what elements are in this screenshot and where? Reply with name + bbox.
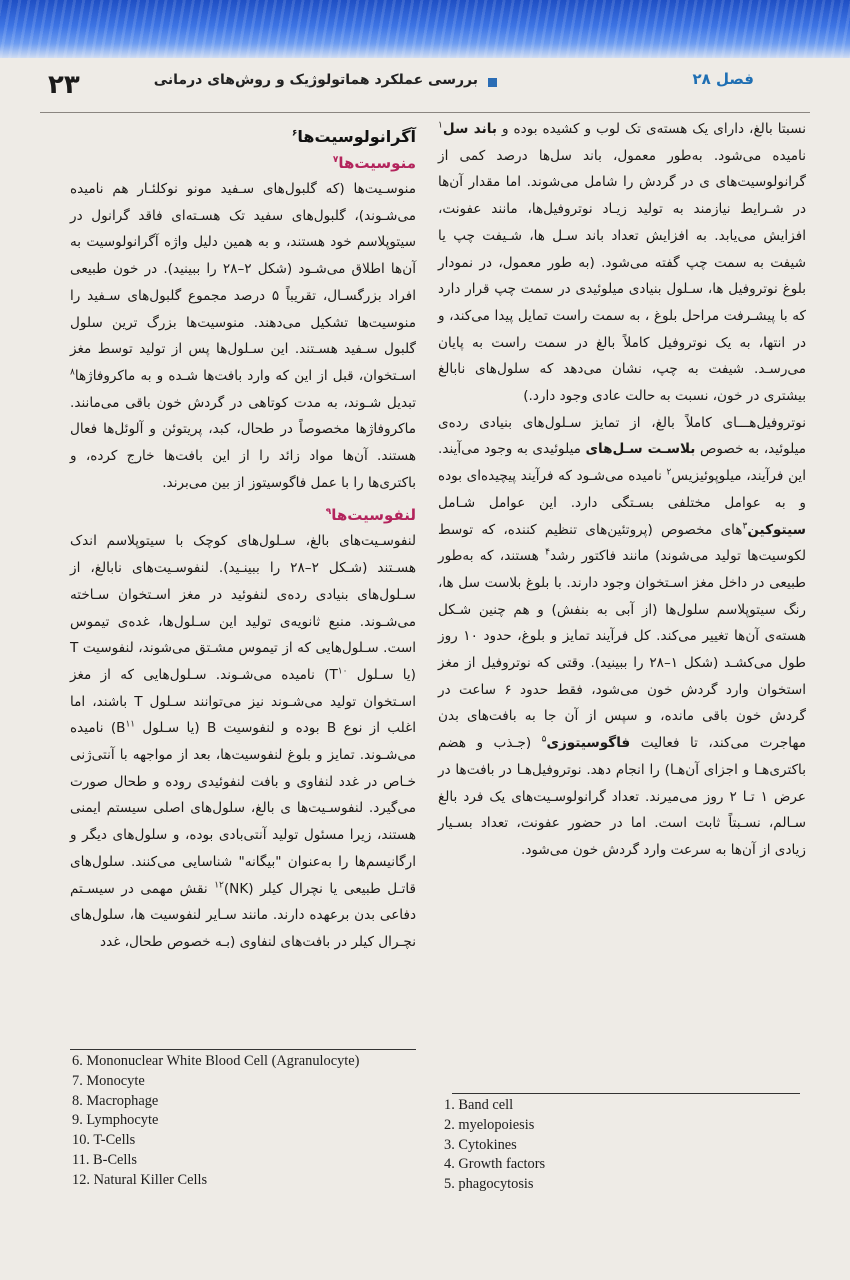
footnote-ref: ۳ — [742, 521, 748, 532]
footnote-item: 5. phagocytosis — [444, 1176, 534, 1193]
header-rule — [40, 112, 810, 113]
heading-monocytes — [70, 150, 416, 176]
right-text-column — [438, 116, 806, 864]
footnotes-right — [444, 1096, 545, 1195]
footnote-rule-left — [70, 1049, 416, 1050]
page-header — [0, 58, 850, 118]
heading-lymphocytes — [70, 502, 416, 528]
footnote-item: 12. Natural Killer Cells — [72, 1171, 208, 1188]
footnote-ref: ۱۰ — [337, 666, 348, 677]
heading-text: لنفوسیت‌ها — [331, 506, 416, 525]
text-run: (جـذب و هضم باکتری‌هـا و اجزای آن‌هـا) را انجام دهد. نوتروفیل‌هـا در بافت‌ها در عرض ۱ تـا ۲ روز می‌میرند. تعداد گرانولوسـیت‌های یک فرد بالغ سـالم، نسـبتاً ثابت است. اما در حضور عفونت، تعداد بسـیار زیادی از آن‌ها به سرعت وارد گردش خون می‌شود. — [438, 735, 807, 858]
heading-text: آگرانولوسیت‌ها — [297, 127, 416, 146]
heading-agranulocytes — [70, 124, 416, 150]
footnote-ref: ۱۱ — [125, 719, 136, 730]
chapter-label: فصل ۲۸ — [692, 70, 754, 88]
footnote-item: 9. Lymphocyte — [72, 1112, 159, 1129]
footnote-item: 7. Monocyte — [72, 1072, 145, 1089]
text-run: نسبتا بالغ، دارای یک هسته‌ی تک لوب و کشیده بوده و — [501, 121, 806, 137]
footnote-item: 3. Cytokines — [444, 1136, 517, 1153]
term-blast-cells: بلاسـت سـل‌های — [585, 441, 696, 458]
page-number: ۲۳ — [48, 70, 80, 100]
footnote-ref: ۵ — [541, 734, 547, 745]
footnote-ref: ۹ — [325, 507, 332, 518]
heading-text: منوسیت‌ها — [338, 154, 416, 172]
paragraph-band-cells — [438, 116, 806, 410]
footnote-item: 1. Band cell — [444, 1097, 514, 1113]
footnote-item: 4. Growth factors — [444, 1156, 546, 1173]
page-top-color-band — [0, 0, 850, 58]
left-text-column — [70, 124, 416, 956]
header-square-marker — [488, 78, 497, 87]
text-run: منوسـیت‌ها (که گلبول‌های سـفید مونو نوکلئـار هم نامیده می‌شـوند)، گلبول‌های سفید تک هسـته‌ای فاقد گرانول در سیتوپلاسم خود هستند، و به همین دلیل واژه آگرانولوسیت به آن‌ها اطلاق می‌شـود (شکل ۲–۲۸ را ببینید). در خون طبیعی افراد بزرگسـال، تقریباً ۵ درصد مجموع گلبول‌های سـفید را منوسیت‌ها تشکیل می‌دهند. منوسیت‌ها بزرگ ترین سلول گلبول سـفید هسـتند. این سـلول‌ها پس از تولید توسط مغز اسـتخوان، قبل از این که وارد بافت‌ها شـده و به ماکروفاژها — [70, 181, 417, 384]
text-run: ) نامیده می‌شـوند. تمایز و بلوغ لنفوسیت‌ها، بعد از مواجهه با آنتی‌ژنی خـاص در غدد لنفاوی و بافت لنفوئیدی روده و طحال صورت می‌گیرد. لنفوسـیت‌ها ی بالغ، سلول‌های اصلی سیستم ایمنی هستند، زیرا مسئول تولید آنتی‌بادی بوده، و سلول‌های دیگر و ارگانیسم‌ها را به‌عنوان "بیگانه" شناسایی می‌کنند. سلول‌های قاتـل طبیعی یا نچرال کیلر (NK) — [70, 720, 416, 897]
text-run: نقش مهمی در سیسـتم دفاعی بدن برعهده دارند. مانند سـایر لنفوسیت ها، سلول‌های نچـرال کیلر در بافت‌های لنفاوی (بـه خصوص طحال، غدد — [70, 880, 416, 950]
footnote-item: 11. B-Cells — [72, 1151, 138, 1168]
footnote-ref: ۱ — [438, 120, 443, 131]
paragraph-neutrophils — [438, 410, 806, 864]
footnote-ref: ۴ — [545, 547, 550, 558]
text-run: ) نامیده می‌شـوند. سـلول‌هایی که از مغز اسـتخوان تولید می‌شـوند نیز می‌توانند سـلول T باشند، اما اغلب از نوع B بوده و لنفوسیت B (یا سـلول B — [70, 666, 416, 737]
text-run: های مخصوص (پروتئین‌های تنظیم کننده، که توسط لکوسیت‌ها تولید می‌شوند) مانند فاکتور رشد — [438, 521, 806, 565]
footnote-ref: ۱۲ — [214, 880, 224, 891]
chapter-title: بررسی عملکرد هماتولوژیک و روش‌های درمانی — [153, 72, 478, 88]
paragraph-monocytes — [70, 176, 416, 496]
term-cytokine: سیتوکین — [747, 521, 806, 538]
footnote-item: 8. Macrophage — [72, 1092, 159, 1109]
footnote-ref: ۷ — [332, 155, 339, 165]
footnote-ref: ۸ — [70, 367, 75, 378]
text-run: هستند، که به‌طور طبیعی در داخل مغز اسـتخوان وجود دارند. با بلوغ بلاست سل ها، رنگ سیتوپلاسم سلول‌ها (از آبی به بنفش) و هم چنین شـکل هسته‌ی آن‌ها تغییر می‌کند. کل فرآیند تمایز و بلوغ، حدود ۱۰ روز طول می‌کشـد (شکل ۱–۲۸ را ببینید). وقتی که نوتروفیل از مغز استخوان وارد گردش خون می‌شود، فقط حدود ۶ ساعت در گردش خون باقی مانده، و سپس از آن جا به بافت‌های بدن مهاجرت می‌کند، تا فعالیت — [438, 548, 806, 752]
paragraph-lymphocytes — [70, 528, 416, 955]
footnote-item: 2. myelopoiesis — [444, 1116, 535, 1133]
footnote-item: 6. Mononuclear White Blood Cell (Agranulocyte) — [72, 1053, 360, 1069]
text-run: نامیده می‌شود. به‌طور معمول، باند سل‌ها درصد کمی از گرانولوسیت‌های ی در گردش را شامل می‌شوند. اما مقدار آن‌ها در شـرایط نیازمند به تولید زیـاد نوتروفیل‌ها، مانند عفونت، افزایش می‌یابد. به افزایش تعداد باند سـل ها، شـیفت چپ یا شیفت به سمت چپ گفته می‌شود. (به طور معمول، در نمودار بلوغ نوتروفیل ها، سـلول بنیادی میلوئیدی در سمت چپ قرار دارد که با پیشـرفت مراحل بلوغ ، به سمت راست تمایل پیدا می‌کند، و در انتها، به یک نوتروفیل کاملاً بالغ در سمت راست به پایان می‌رسـد. شیفت به چپ، نشان می‌دهد که سلول‌های نابالغ بیشتری در خون، نسبت به حالت عادی وجود دارد.) — [438, 147, 806, 405]
footnote-ref: ۶ — [291, 128, 298, 139]
text-run: میلوئیدی به وجود می‌آیند. این فرآیند، میلوپوئیزیس — [438, 441, 806, 485]
footnote-item: 10. T-Cells — [72, 1132, 136, 1149]
text-run: تبدیل شـوند، به مدت کوتاهی در گردش خون باقی می‌مانند. ماکروفاژها مخصوصاً در طحال، کبد، پریتوئن و آلوئل‌ها فعال هستند. آن‌ها مواد زائد را از این بافت‌ها خارج کرده، و باکتری‌ها را با عمل فاگوسیتوز از بین می‌برند. — [70, 394, 416, 491]
footnotes-left — [72, 1052, 359, 1191]
footnote-rule-right — [452, 1093, 800, 1094]
text-run: نامیده می‌شـود که فرآیند پیچیده‌ای بوده و به عوامل مختلفی بسـتگی دارد. این عوامل شـامل — [438, 468, 806, 511]
term-phagocytosis: فاگوسیتوزی — [546, 735, 631, 752]
footnote-ref: ۲ — [666, 467, 672, 478]
text-run: نوتروفیل‌هـــای کاملاً بالغ، از تمایز سـلول‌های بنیادی رده‌ی میلوئید، به خصوص — [438, 414, 807, 458]
term-band-cell: باند سل — [442, 121, 497, 137]
text-run: لنفوسـیت‌های بالغ، سـلول‌های کوچک با سیتوپلاسم اندک هسـتند (شـکل ۲–۲۸ را ببینـید). لنفوسـیت‌های نابالغ، از سـلول‌های بنیادی رده‌ی لنفوئید در مغز اسـتخوان سـاخته می‌شـوند. منبع ثانویه‌ی تولید این سـلول‌ها، غده‌ی تیموس است. سـلول‌هایی که از تیموس مشـتق می‌شوند، لنفوسیت T (یا سـلول T — [70, 533, 416, 683]
